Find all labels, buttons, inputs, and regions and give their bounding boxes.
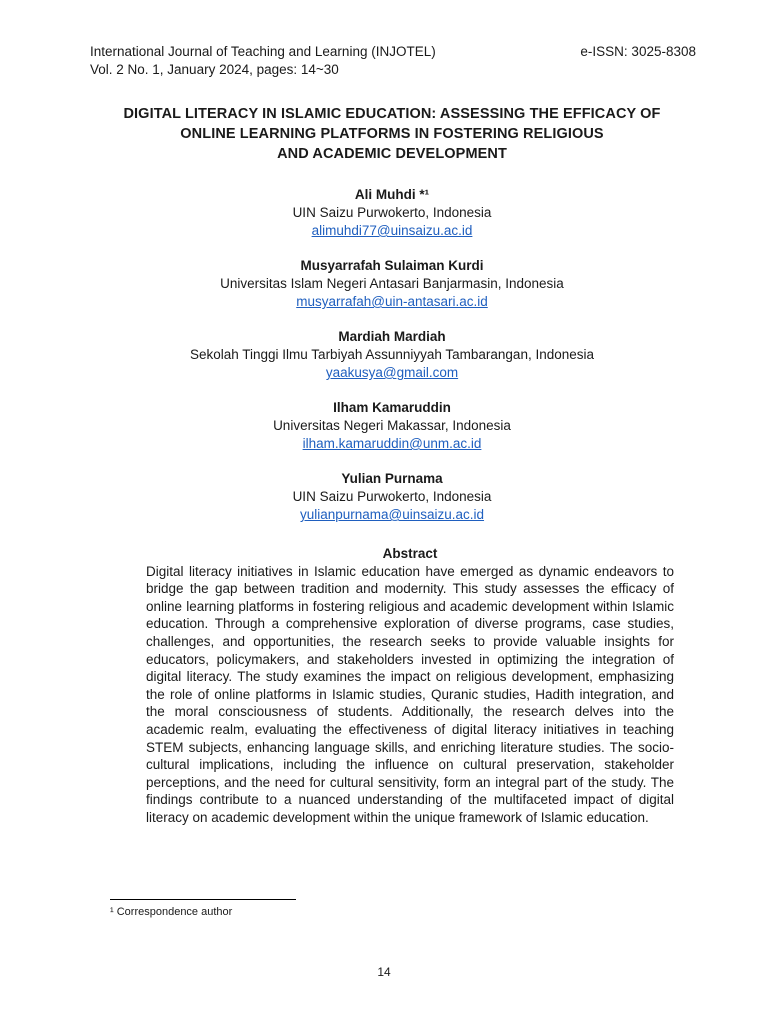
author-email-link[interactable]: yulianpurnama@uinsaizu.ac.id (299, 507, 485, 522)
author-email-link[interactable]: alimuhdi77@uinsaizu.ac.id (311, 223, 473, 238)
author-name: Yulian Purnama (341, 471, 443, 486)
footnote-divider (110, 899, 296, 900)
volume-info: Vol. 2 No. 1, January 2024, pages: 14~30 (90, 62, 339, 77)
title-line-3: AND ACADEMIC DEVELOPMENT (277, 146, 507, 162)
running-header (90, 43, 696, 79)
journal-name: International Journal of Teaching and Learning (INJOTEL) (90, 44, 436, 59)
title-line-2: ONLINE LEARNING PLATFORMS IN FOSTERING RELIGIOUS (180, 126, 604, 142)
header-row (90, 43, 696, 61)
author-affiliation: Universitas Negeri Makassar, Indonesia (273, 418, 511, 433)
author-list (84, 186, 700, 541)
author-block (84, 186, 700, 240)
author-block (84, 328, 700, 382)
author-name: Musyarrafah Sulaiman Kurdi (300, 258, 484, 273)
footnote: ¹ Correspondence author (110, 906, 233, 918)
author-block (84, 257, 700, 311)
author-name: Ali Muhdi *¹ (354, 187, 430, 202)
abstract-section (146, 545, 674, 827)
author-affiliation: UIN Saizu Purwokerto, Indonesia (292, 489, 492, 504)
author-email-link[interactable]: ilham.kamaruddin@unm.ac.id (302, 436, 482, 451)
abstract-body: Digital literacy initiatives in Islamic education have emerged as dynamic endeavors to bridge the gap between tradition and modernity. This study assesses the efficacy of online learning platforms in fostering religious and academic development within Islamic education. Through a comprehensive exploration of diverse programs, case studies, challenges, and opportunities, the research seeks to provide valuable insights for educators, policymakers, and stakeholders invested in optimizing the integration of digital literacy. The study examines the impact on religious development, emphasizing the role of online platforms in Islamic studies, Quranic studies, Hadith integration, and the moral consciousness of students. Additionally, the research delves into the academic realm, evaluating the effectiveness of digital literacy initiatives in teaching STEM subjects, enhancing language skills, and enriching literature studies. The socio-cultural implications, including the influence on cultural preservation, stakeholder perceptions, and the need for cultural sensitivity, form an integral part of the study. The findings contribute to a nuanced understanding of the multifaceted impact of digital literacy on academic development within the unique framework of Islamic education. (146, 563, 674, 825)
author-name: Mardiah Mardiah (338, 329, 446, 344)
author-affiliation: UIN Saizu Purwokerto, Indonesia (292, 205, 492, 220)
author-block (84, 470, 700, 524)
page-number: 14 (377, 965, 391, 979)
author-email-link[interactable]: musyarrafah@uin-antasari.ac.id (296, 294, 488, 309)
title-line-1: DIGITAL LITERACY IN ISLAMIC EDUCATION: ASSESSING THE EFFICACY OF (123, 106, 661, 122)
abstract-heading: Abstract (382, 546, 438, 561)
author-email-link[interactable]: yaakusya@gmail.com (325, 365, 459, 380)
issn: e-ISSN: 3025-8308 (580, 44, 696, 59)
author-name: Ilham Kamaruddin (333, 400, 451, 415)
paper-title (100, 104, 684, 164)
author-block (84, 399, 700, 453)
author-affiliation: Sekolah Tinggi Ilmu Tarbiyah Assunniyyah Tambarangan, Indonesia (189, 347, 594, 362)
author-affiliation: Universitas Islam Negeri Antasari Banjarmasin, Indonesia (220, 276, 564, 291)
